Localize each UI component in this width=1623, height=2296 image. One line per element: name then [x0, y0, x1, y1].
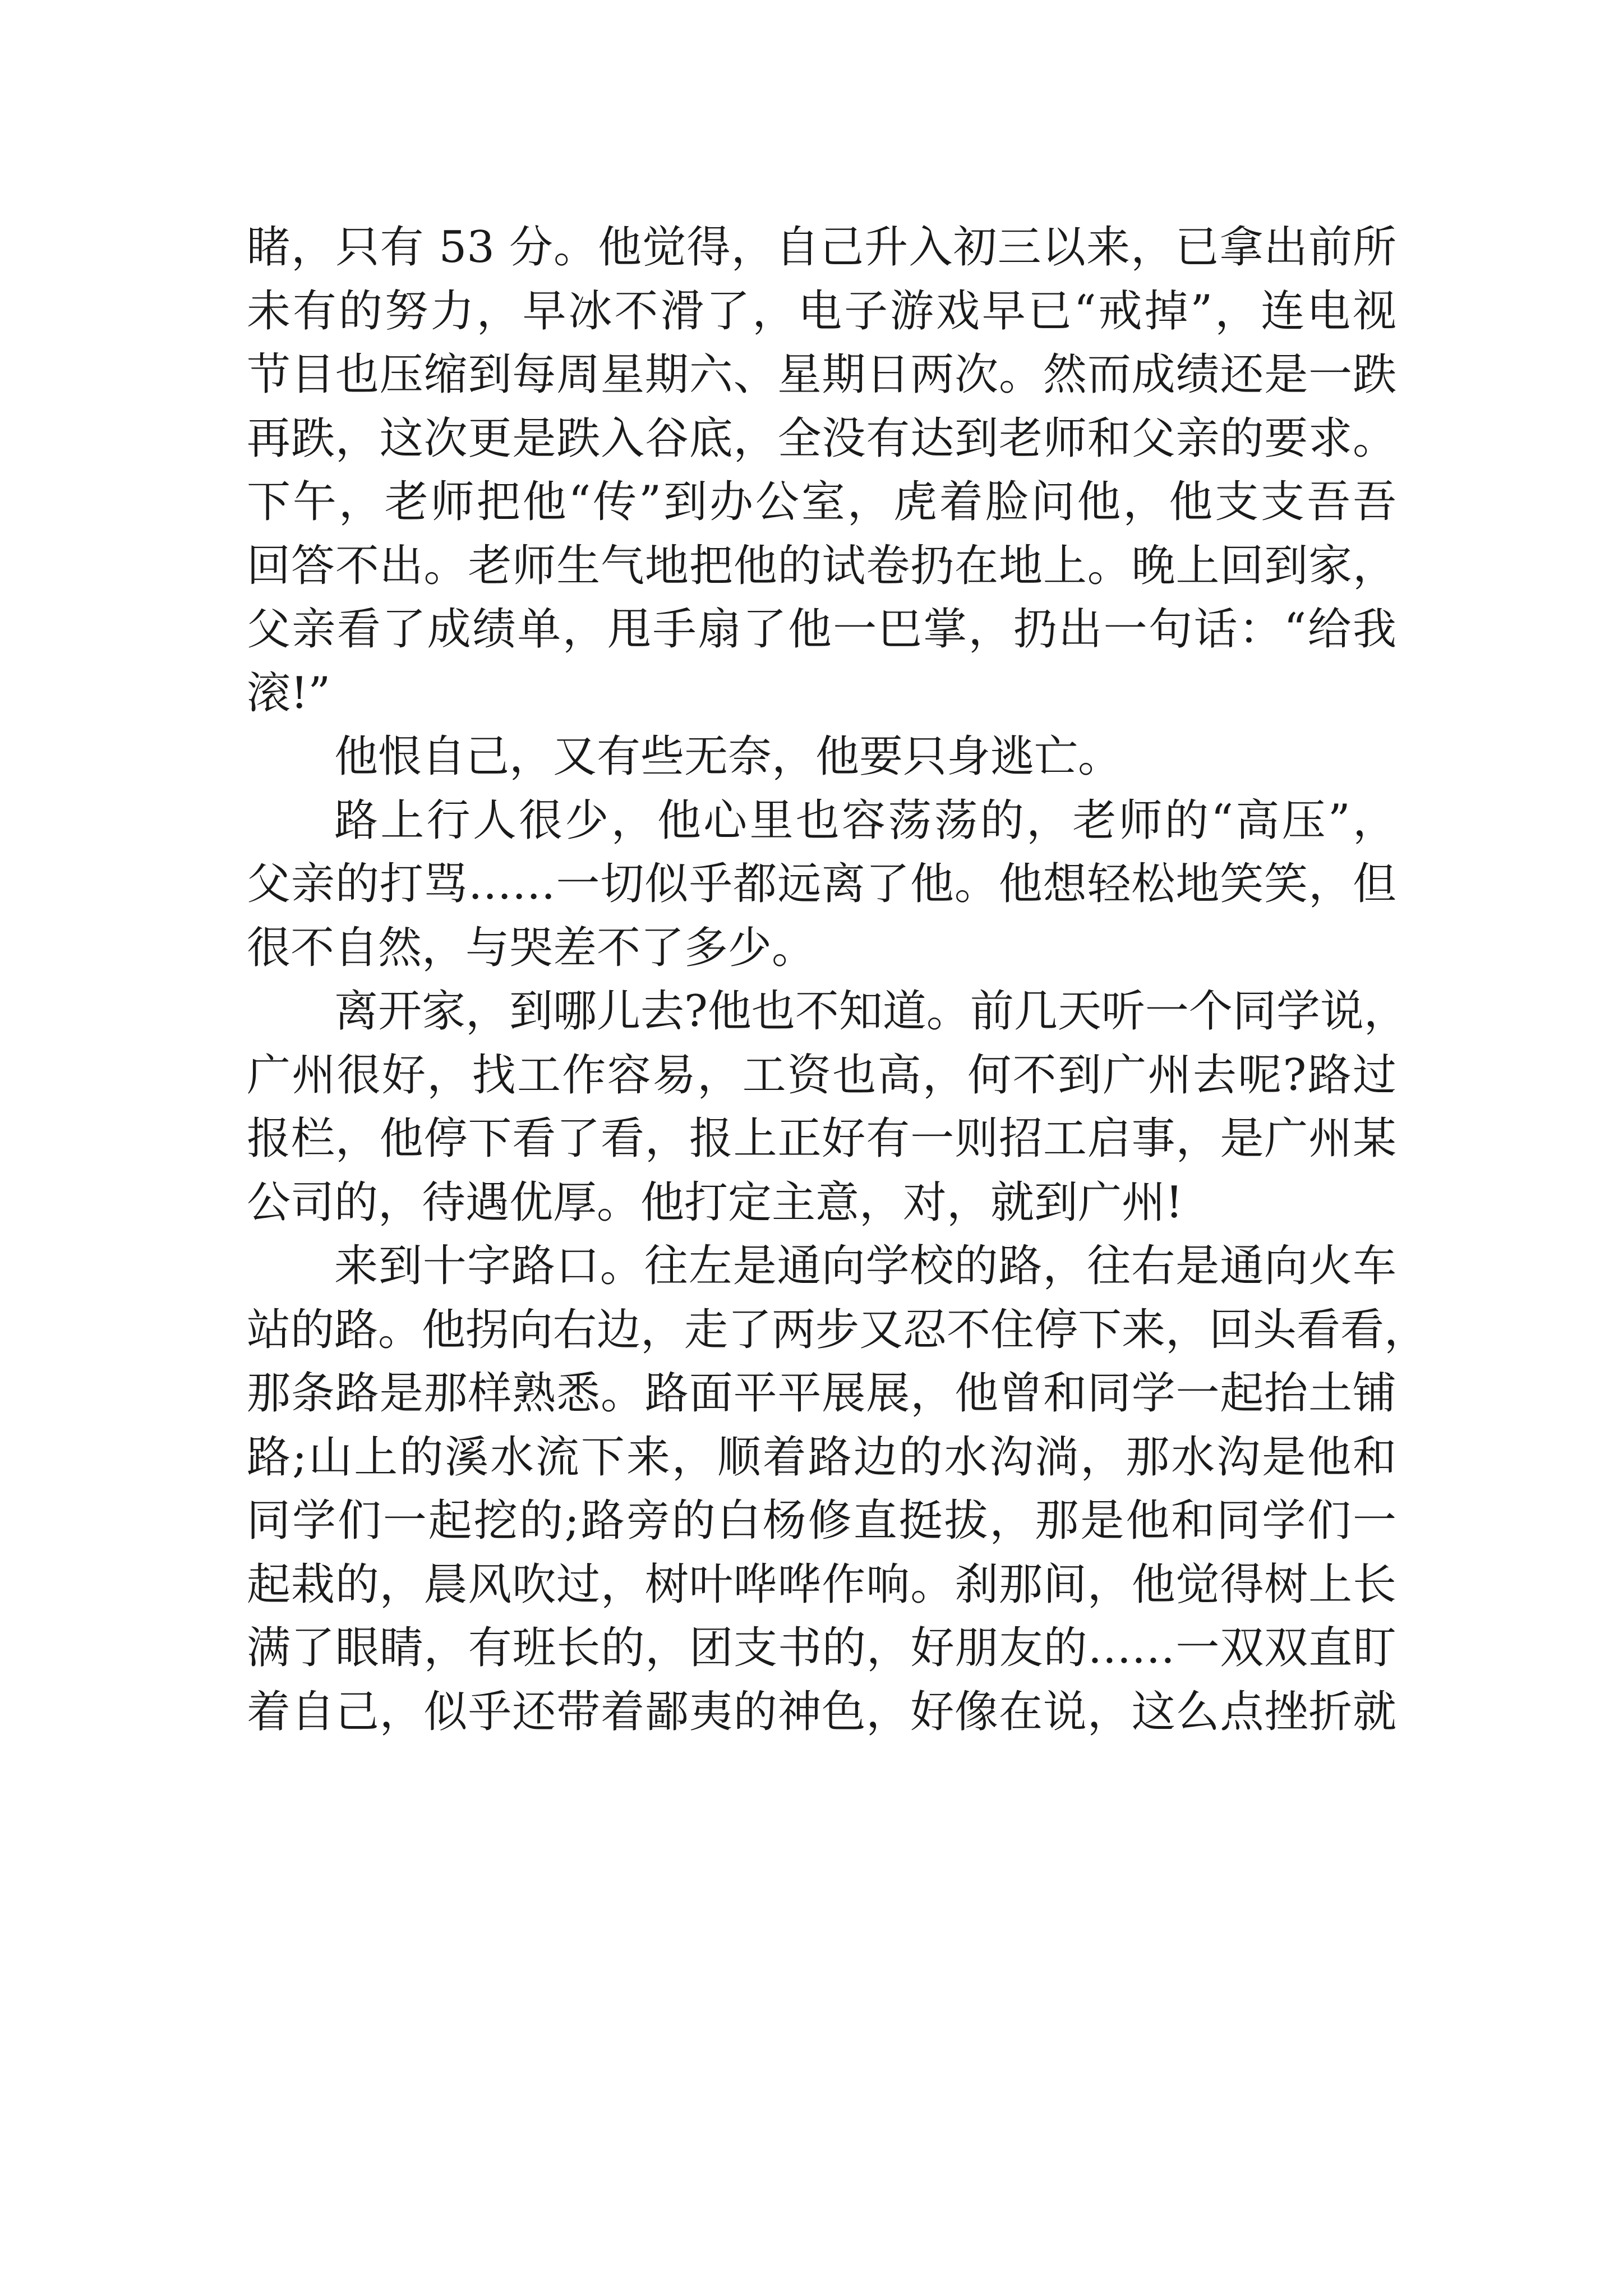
text-line: 满了眼睛，有班长的，团支书的，好朋友的……一双双直盯	[247, 1623, 1396, 1673]
text-line: 起栽的，晨风吹过，树叶哗哗作响。刹那间，他觉得树上长	[247, 1559, 1396, 1610]
paragraph-start-line: 离开家，到哪儿去?他也不知道。前几天听一个同学说，	[334, 986, 1408, 1037]
text-line: 父亲看了成绩单，甩手扇了他一巴掌，扔出一句话：“给我	[247, 604, 1396, 655]
text-line: 站的路。他拐向右边，走了两步又忍不住停下来，回头看看，	[247, 1304, 1428, 1355]
text-line: 很不自然，与哭差不了多少。	[247, 922, 816, 973]
document-body	[247, 216, 1428, 1744]
text-line: 广州很好，找工作容易，工资也高，何不到广州去呢?路过	[247, 1050, 1396, 1101]
text-line: 父亲的打骂……一切似乎都远离了他。他想轻松地笑笑，但	[247, 859, 1396, 909]
text-line: 节目也压缩到每周星期六、星期日两次。然而成绩还是一跌	[247, 349, 1396, 400]
text-line: 未有的努力，早冰不滑了，电子游戏早已“戒掉”，连电视	[247, 286, 1396, 337]
text-line: 睹，只有 53 分。他觉得，自己升入初三以来，已拿出前所	[247, 222, 1396, 273]
text-line: 下午，老师把他“传”到办公室，虎着脸问他，他支支吾吾	[247, 477, 1396, 527]
paragraph-start-line: 路上行人很少，他心里也容荡荡的，老师的“高压”，	[334, 795, 1396, 846]
text-line: 滚!”	[247, 668, 331, 719]
text-line: 路;山上的溪水流下来，顺着路边的水沟淌，那水沟是他和	[247, 1432, 1396, 1483]
text-line: 同学们一起挖的;路旁的白杨修直挺拔，那是他和同学们一	[247, 1496, 1396, 1546]
text-line: 着自己，似乎还带着鄙夷的神色，好像在说，这么点挫折就	[247, 1686, 1396, 1737]
paragraph-start-line: 他恨自己，又有些无奈，他要只身逃亡。	[334, 731, 1122, 782]
text-line: 报栏，他停下看了看，报上正好有一则招工启事，是广州某	[247, 1114, 1396, 1164]
text-line: 回答不出。老师生气地把他的试卷扔在地上。晚上回到家，	[247, 540, 1396, 591]
text-line: 再跌，这次更是跌入谷底，全没有达到老师和父亲的要求。	[247, 413, 1396, 464]
text-line: 那条路是那样熟悉。路面平平展展，他曾和同学一起抬土铺	[247, 1368, 1396, 1419]
text-line: 公司的，待遇优厚。他打定主意，对，就到广州!	[247, 1177, 1183, 1228]
paragraph-start-line: 来到十字路口。往左是通向学校的路，往右是通向火车	[334, 1241, 1396, 1291]
